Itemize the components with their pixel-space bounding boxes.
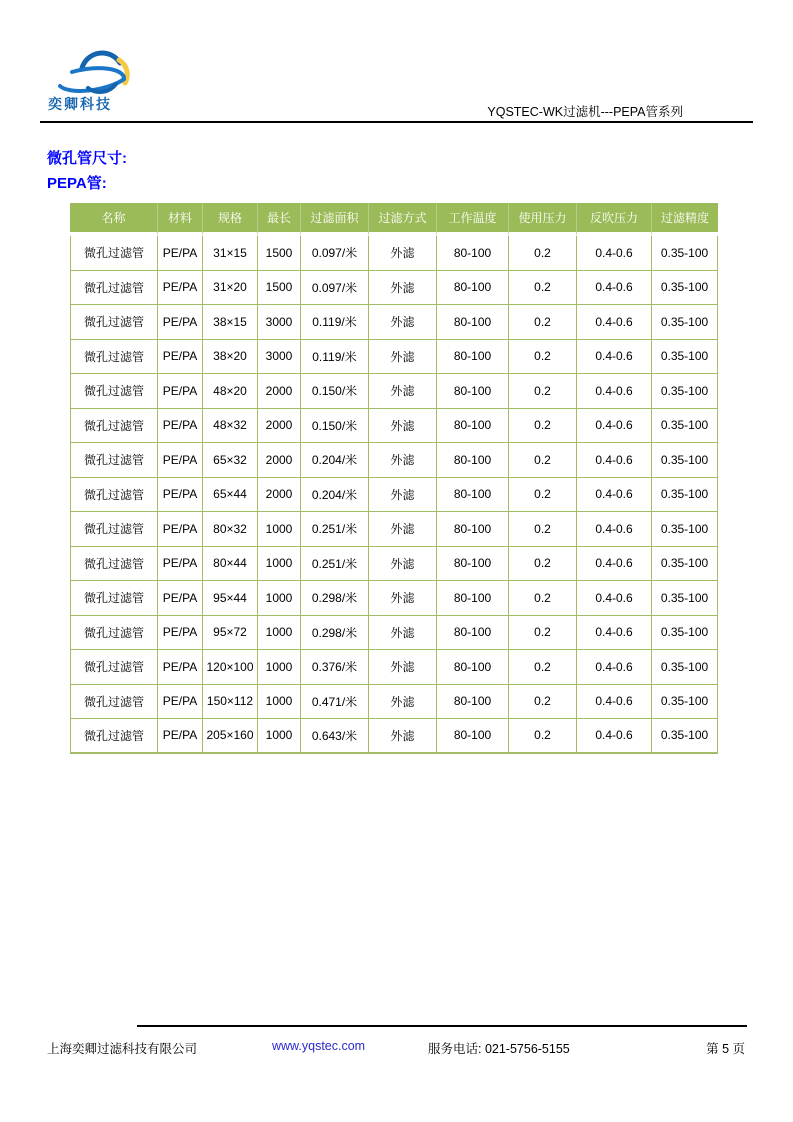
- footer-service-phone: 服务电话: 021-5756-5155: [428, 1042, 570, 1056]
- footer-company-name: 上海奕卿过滤科技有限公司: [47, 1042, 198, 1056]
- table-row: [70, 409, 718, 444]
- table-cell: 0.2: [509, 374, 577, 409]
- column-header: 过滤面积: [301, 203, 369, 236]
- table-cell: 0.35-100: [652, 271, 718, 306]
- table-cell: 80-100: [437, 271, 509, 306]
- table-cell: 微孔过滤管: [70, 616, 158, 651]
- table-cell: 1500: [258, 236, 301, 271]
- table-cell: 0.35-100: [652, 409, 718, 444]
- table-cell: PE/PA: [158, 650, 203, 685]
- table-cell: 65×44: [203, 478, 258, 513]
- table-cell: 0.2: [509, 512, 577, 547]
- table-cell: PE/PA: [158, 236, 203, 271]
- table-row: [70, 547, 718, 582]
- table-cell: 80×44: [203, 547, 258, 582]
- table-cell: 微孔过滤管: [70, 271, 158, 306]
- table-cell: 微孔过滤管: [70, 547, 158, 582]
- table-cell: 外滤: [369, 719, 437, 754]
- table-cell: 48×32: [203, 409, 258, 444]
- table-cell: 外滤: [369, 478, 437, 513]
- table-cell: 80-100: [437, 719, 509, 754]
- table-cell: 1000: [258, 581, 301, 616]
- table-cell: 0.4-0.6: [577, 340, 652, 375]
- column-header: 工作温度: [437, 203, 509, 236]
- table-row: [70, 236, 718, 271]
- table-cell: 1000: [258, 547, 301, 582]
- table-row: [70, 271, 718, 306]
- document-header-title: YQSTEC-WK过滤机---PEPA管系列: [487, 105, 683, 119]
- table-cell: 0.4-0.6: [577, 581, 652, 616]
- table-cell: 外滤: [369, 443, 437, 478]
- table-cell: 外滤: [369, 616, 437, 651]
- table-cell: 0.376/米: [301, 650, 369, 685]
- table-cell: 0.35-100: [652, 236, 718, 271]
- column-header: 反吹压力: [577, 203, 652, 236]
- table-cell: 80-100: [437, 374, 509, 409]
- table-cell: PE/PA: [158, 685, 203, 720]
- table-row: [70, 581, 718, 616]
- table-cell: 外滤: [369, 409, 437, 444]
- table-cell: 0.4-0.6: [577, 547, 652, 582]
- table-header-row: [70, 203, 718, 236]
- table-cell: 0.2: [509, 236, 577, 271]
- table-cell: 0.35-100: [652, 374, 718, 409]
- table-cell: 微孔过滤管: [70, 650, 158, 685]
- table-cell: 80-100: [437, 236, 509, 271]
- table-cell: 微孔过滤管: [70, 305, 158, 340]
- table-cell: 2000: [258, 374, 301, 409]
- column-header: 规格: [203, 203, 258, 236]
- table-cell: 80-100: [437, 409, 509, 444]
- table-cell: PE/PA: [158, 374, 203, 409]
- table-cell: 0.35-100: [652, 616, 718, 651]
- table-cell: 0.119/米: [301, 305, 369, 340]
- table-cell: 0.251/米: [301, 512, 369, 547]
- table-cell: 0.643/米: [301, 719, 369, 754]
- table-cell: 1500: [258, 271, 301, 306]
- table-cell: 微孔过滤管: [70, 581, 158, 616]
- table-cell: 0.35-100: [652, 512, 718, 547]
- table-cell: 80-100: [437, 478, 509, 513]
- table-cell: 0.471/米: [301, 685, 369, 720]
- table-cell: 0.150/米: [301, 374, 369, 409]
- table-cell: 0.35-100: [652, 650, 718, 685]
- table-cell: 0.298/米: [301, 616, 369, 651]
- table-cell: 微孔过滤管: [70, 236, 158, 271]
- table-cell: 0.4-0.6: [577, 374, 652, 409]
- table-cell: 80-100: [437, 340, 509, 375]
- table-cell: 2000: [258, 443, 301, 478]
- column-header: 材料: [158, 203, 203, 236]
- table-cell: 80-100: [437, 305, 509, 340]
- table-cell: 80-100: [437, 616, 509, 651]
- footer-website-link[interactable]: www.yqstec.com: [272, 1039, 366, 1053]
- table-cell: 80-100: [437, 581, 509, 616]
- table-cell: 80-100: [437, 685, 509, 720]
- table-cell: 微孔过滤管: [70, 685, 158, 720]
- table-cell: 微孔过滤管: [70, 512, 158, 547]
- table-cell: 0.4-0.6: [577, 236, 652, 271]
- column-header: 过滤方式: [369, 203, 437, 236]
- table-body: [70, 236, 718, 754]
- table-cell: 0.2: [509, 650, 577, 685]
- table-cell: 0.2: [509, 616, 577, 651]
- table-cell: 外滤: [369, 374, 437, 409]
- table-cell: PE/PA: [158, 305, 203, 340]
- table-cell: 0.35-100: [652, 547, 718, 582]
- table-cell: 0.2: [509, 305, 577, 340]
- footer-page-number: 第 5 页: [706, 1042, 745, 1056]
- table-row: [70, 685, 718, 720]
- table-cell: 150×112: [203, 685, 258, 720]
- table-cell: 0.4-0.6: [577, 271, 652, 306]
- table-cell: 0.4-0.6: [577, 685, 652, 720]
- table-cell: 0.2: [509, 719, 577, 754]
- table-cell: 外滤: [369, 236, 437, 271]
- table-cell: 0.2: [509, 685, 577, 720]
- table-cell: PE/PA: [158, 478, 203, 513]
- column-header: 使用压力: [509, 203, 577, 236]
- table-cell: 0.097/米: [301, 236, 369, 271]
- table-row: [70, 305, 718, 340]
- table-cell: 1000: [258, 650, 301, 685]
- table-cell: 205×160: [203, 719, 258, 754]
- pepa-spec-table: [70, 203, 718, 754]
- table-cell: 0.4-0.6: [577, 512, 652, 547]
- table-cell: 0.150/米: [301, 409, 369, 444]
- table-cell: 微孔过滤管: [70, 719, 158, 754]
- table-row: [70, 340, 718, 375]
- table-cell: 0.35-100: [652, 305, 718, 340]
- table-cell: 95×72: [203, 616, 258, 651]
- table-cell: PE/PA: [158, 547, 203, 582]
- table-cell: PE/PA: [158, 340, 203, 375]
- company-logo: [48, 50, 162, 112]
- table-cell: PE/PA: [158, 409, 203, 444]
- table-cell: 0.251/米: [301, 547, 369, 582]
- table-row: [70, 719, 718, 754]
- table-cell: 0.35-100: [652, 478, 718, 513]
- table-cell: 0.4-0.6: [577, 616, 652, 651]
- table-cell: 0.4-0.6: [577, 650, 652, 685]
- table-cell: 3000: [258, 340, 301, 375]
- table-cell: 0.4-0.6: [577, 409, 652, 444]
- table-cell: 95×44: [203, 581, 258, 616]
- table-cell: PE/PA: [158, 443, 203, 478]
- table-cell: 外滤: [369, 650, 437, 685]
- table-cell: 外滤: [369, 547, 437, 582]
- table-cell: 外滤: [369, 340, 437, 375]
- table-cell: 外滤: [369, 271, 437, 306]
- table-cell: PE/PA: [158, 512, 203, 547]
- table-cell: 80-100: [437, 547, 509, 582]
- table-cell: 外滤: [369, 685, 437, 720]
- logo-text: 奕卿科技: [48, 96, 112, 112]
- table-cell: 0.35-100: [652, 340, 718, 375]
- table-cell: PE/PA: [158, 616, 203, 651]
- table-cell: 38×15: [203, 305, 258, 340]
- table-cell: 2000: [258, 409, 301, 444]
- table-cell: 1000: [258, 512, 301, 547]
- table-cell: 80-100: [437, 443, 509, 478]
- table-cell: 微孔过滤管: [70, 374, 158, 409]
- table-cell: 80-100: [437, 512, 509, 547]
- table-row: [70, 478, 718, 513]
- table-cell: PE/PA: [158, 581, 203, 616]
- subsection-heading: PEPA管:: [47, 175, 107, 192]
- table-cell: 0.204/米: [301, 478, 369, 513]
- table-cell: 0.35-100: [652, 719, 718, 754]
- table-cell: 0.204/米: [301, 443, 369, 478]
- table-cell: 微孔过滤管: [70, 340, 158, 375]
- globe-orbit-logo-icon: [52, 50, 162, 96]
- table-cell: 微孔过滤管: [70, 443, 158, 478]
- table-cell: 48×20: [203, 374, 258, 409]
- table-cell: 80×32: [203, 512, 258, 547]
- table-row: [70, 443, 718, 478]
- column-header: 过滤精度: [652, 203, 718, 236]
- table-cell: 80-100: [437, 650, 509, 685]
- table-cell: 0.298/米: [301, 581, 369, 616]
- table-row: [70, 374, 718, 409]
- table-cell: 2000: [258, 478, 301, 513]
- column-header: 最长: [258, 203, 301, 236]
- table-cell: 1000: [258, 685, 301, 720]
- header-divider-line: [40, 121, 753, 123]
- table-cell: 微孔过滤管: [70, 409, 158, 444]
- table-row: [70, 650, 718, 685]
- table-cell: 外滤: [369, 581, 437, 616]
- table-cell: 1000: [258, 616, 301, 651]
- section-heading: 微孔管尺寸:: [47, 150, 127, 167]
- table-cell: 0.2: [509, 409, 577, 444]
- table-cell: 0.4-0.6: [577, 719, 652, 754]
- table-cell: 38×20: [203, 340, 258, 375]
- table-cell: 0.2: [509, 340, 577, 375]
- table-cell: PE/PA: [158, 719, 203, 754]
- table-cell: 0.2: [509, 478, 577, 513]
- table-cell: 0.097/米: [301, 271, 369, 306]
- table-cell: 0.35-100: [652, 443, 718, 478]
- table-cell: 0.4-0.6: [577, 443, 652, 478]
- table-cell: 65×32: [203, 443, 258, 478]
- table-cell: 0.4-0.6: [577, 305, 652, 340]
- table-cell: 0.119/米: [301, 340, 369, 375]
- table-cell: 0.2: [509, 443, 577, 478]
- table-cell: 31×20: [203, 271, 258, 306]
- table-row: [70, 512, 718, 547]
- table-cell: 0.2: [509, 547, 577, 582]
- table-cell: 外滤: [369, 305, 437, 340]
- table-cell: 0.35-100: [652, 581, 718, 616]
- table-cell: 1000: [258, 719, 301, 754]
- table-cell: 0.4-0.6: [577, 478, 652, 513]
- table-cell: 31×15: [203, 236, 258, 271]
- table-cell: 3000: [258, 305, 301, 340]
- table-cell: 0.2: [509, 271, 577, 306]
- table-cell: 0.2: [509, 581, 577, 616]
- table-cell: 外滤: [369, 512, 437, 547]
- table-cell: 微孔过滤管: [70, 478, 158, 513]
- footer-divider-line: [137, 1025, 747, 1027]
- table-cell: PE/PA: [158, 271, 203, 306]
- column-header: 名称: [70, 203, 158, 236]
- table-cell: 0.35-100: [652, 685, 718, 720]
- table-cell: 120×100: [203, 650, 258, 685]
- table-row: [70, 616, 718, 651]
